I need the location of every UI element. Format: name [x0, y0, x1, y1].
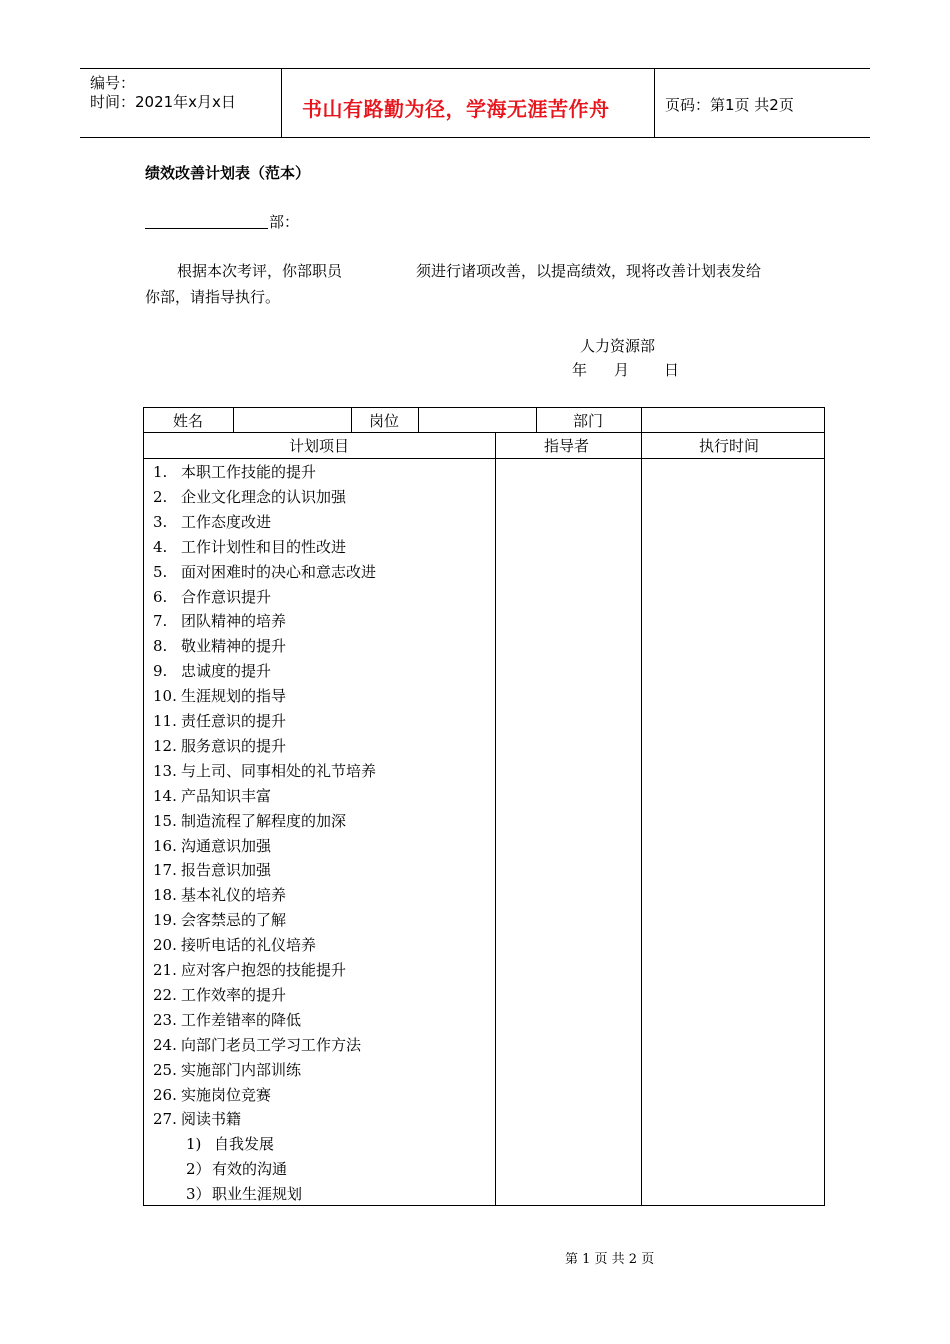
paragraph-line2: 你部，请指导执行。: [145, 288, 281, 306]
header-divider: [654, 69, 655, 137]
plan-item-number: 2.: [153, 487, 168, 506]
plan-item-text: 工作计划性和目的性改进: [181, 537, 347, 556]
serial-label: 编号：: [90, 74, 136, 92]
reading-subitem-number: 3）: [186, 1185, 211, 1204]
plan-item-number: 11.: [153, 712, 177, 730]
guide-header: 指导者: [544, 437, 590, 455]
plan-header: 计划项目: [289, 437, 350, 455]
plan-item-text: 阅读书籍: [181, 1110, 242, 1129]
reading-subitem-text: 自我发展: [214, 1135, 275, 1154]
page-label: 页码：第1页 共2页: [665, 96, 794, 114]
plan-item: [153, 1033, 361, 1058]
reading-subitem: [186, 1132, 274, 1157]
plan-item: [153, 1058, 301, 1083]
plan-item-number: 14.: [153, 786, 177, 805]
table-rule: [144, 458, 824, 459]
plan-item-text: 沟通意识加强: [181, 836, 272, 855]
plan-item: [153, 809, 346, 834]
plan-item-text: 团队精神的培养: [181, 612, 287, 631]
plan-item: [153, 1083, 271, 1108]
plan-item-text: 面对困难时的决心和意志改进: [181, 562, 377, 581]
plan-item-text: 产品知识丰富: [181, 786, 272, 805]
plan-item-number: 19.: [153, 911, 177, 930]
plan-item-text: 制造流程了解程度的加深: [181, 811, 347, 830]
plan-item-text: 实施部门内部训练: [181, 1060, 302, 1079]
plan-item-text: 接听电话的礼仪培养: [181, 936, 317, 955]
plan-item-text: 工作态度改进: [181, 512, 272, 531]
time-header: 执行时间: [699, 437, 760, 455]
time-label: 时间：2021年x月x日: [90, 93, 236, 111]
plan-item-text: 责任意识的提升: [181, 712, 287, 730]
plan-item: [153, 734, 286, 759]
plan-item: [153, 709, 286, 734]
date-day: 日: [664, 361, 680, 379]
paragraph-part2: 须进行诸项改善，以提高绩效，现将改善计划表发给: [416, 262, 762, 280]
plan-item-text: 工作效率的提升: [181, 985, 287, 1004]
table-rule: [641, 408, 642, 432]
reading-subitem-text: 有效的沟通: [212, 1160, 288, 1179]
plan-item-number: 9.: [153, 662, 168, 681]
reading-subitem-number: 1): [186, 1135, 202, 1154]
plan-item-number: 21.: [153, 961, 177, 979]
table-rule: [536, 408, 537, 432]
plan-item-number: 27.: [153, 1110, 177, 1129]
reading-subitem: [186, 1157, 287, 1182]
plan-item: [153, 609, 286, 634]
plan-item-number: 1.: [153, 463, 168, 481]
plan-item-text: 实施岗位竞赛: [181, 1085, 272, 1104]
plan-item: [153, 510, 271, 535]
plan-item-text: 忠诚度的提升: [181, 662, 272, 681]
header-divider: [281, 69, 282, 137]
date-year: 年: [572, 361, 588, 379]
plan-item: [153, 933, 316, 958]
plan-item-text: 生涯规划的指导: [181, 687, 287, 706]
plan-item-number: 25.: [153, 1060, 177, 1079]
plan-item-text: 基本礼仪的培养: [181, 886, 287, 905]
plan-item-number: 8.: [153, 637, 168, 656]
plan-item: [153, 858, 271, 883]
plan-item-number: 15.: [153, 811, 177, 830]
plan-item: [153, 560, 376, 585]
paragraph-part1: 根据本次考评，你部职员: [177, 262, 343, 280]
plan-item: [153, 460, 316, 485]
plan-item-text: 服务意识的提升: [181, 736, 287, 755]
plan-item-text: 敬业精神的提升: [181, 637, 287, 656]
reading-subitem: [186, 1182, 302, 1207]
table-rule: [641, 432, 642, 1205]
document-header: [80, 68, 870, 138]
plan-item-number: 12.: [153, 736, 177, 755]
plan-item: [153, 1107, 241, 1132]
dept-suffix: 部：: [269, 213, 300, 231]
plan-item-number: 3.: [153, 512, 168, 531]
plan-item-number: 17.: [153, 861, 177, 880]
plan-item-text: 本职工作技能的提升: [181, 463, 317, 481]
table-rule: [418, 408, 419, 432]
plan-item: [153, 634, 286, 659]
position-label: 岗位: [369, 412, 400, 430]
table-rule: [495, 432, 496, 1205]
plan-item: [153, 759, 376, 784]
plan-item: [153, 585, 271, 610]
name-label: 姓名: [173, 412, 204, 430]
plan-item-text: 会客禁忌的了解: [181, 911, 287, 930]
reading-subitem-text: 职业生涯规划: [212, 1185, 303, 1204]
plan-item: [153, 659, 271, 684]
reading-subitem-number: 2）: [186, 1160, 211, 1179]
plan-item: [153, 1008, 301, 1033]
plan-item-number: 6.: [153, 587, 168, 606]
plan-item-number: 4.: [153, 537, 168, 556]
plan-item-text: 合作意识提升: [181, 587, 272, 606]
plan-item-text: 应对客户抱怨的技能提升: [181, 961, 347, 979]
plan-item-number: 23.: [153, 1010, 177, 1029]
plan-item: [153, 908, 286, 933]
plan-item: [153, 983, 286, 1008]
plan-item: [153, 784, 271, 809]
plan-item: [153, 883, 286, 908]
plan-item-number: 16.: [153, 836, 177, 855]
plan-item-number: 22.: [153, 985, 177, 1004]
plan-item-text: 报告意识加强: [181, 861, 272, 880]
page-footer: 第 1 页 共 2 页: [565, 1252, 655, 1267]
plan-item: [153, 535, 346, 560]
plan-item-text: 企业文化理念的认识加强: [181, 487, 347, 506]
plan-item: [153, 834, 271, 859]
signer: 人力资源部: [580, 337, 656, 355]
dept-blank-line: [145, 228, 268, 229]
plan-item-number: 26.: [153, 1085, 177, 1104]
plan-item-number: 13.: [153, 761, 177, 780]
plan-item: [153, 958, 346, 983]
plan-item-text: 与上司、同事相处的礼节培养: [181, 761, 377, 780]
plan-item: [153, 485, 346, 510]
plan-item-number: 10.: [153, 687, 177, 706]
date-month: 月: [614, 361, 630, 379]
doc-title: 绩效改善计划表（范本）: [145, 164, 311, 182]
table-rule: [233, 408, 234, 432]
plan-item-number: 20.: [153, 936, 177, 955]
plan-item-text: 向部门老员工学习工作方法: [181, 1035, 362, 1054]
dept-label: 部门: [573, 412, 604, 430]
table-rule: [351, 408, 352, 432]
plan-item-text: 工作差错率的降低: [181, 1010, 302, 1029]
plan-item-number: 7.: [153, 612, 168, 631]
plan-item-number: 18.: [153, 886, 177, 905]
plan-item: [153, 684, 286, 709]
plan-item-number: 24.: [153, 1035, 177, 1054]
header-motto: 书山有路勤为径，学海无涯苦作舟: [302, 97, 610, 121]
plan-item-number: 5.: [153, 562, 168, 581]
improvement-plan-table: [143, 407, 825, 1206]
table-rule: [144, 432, 824, 433]
